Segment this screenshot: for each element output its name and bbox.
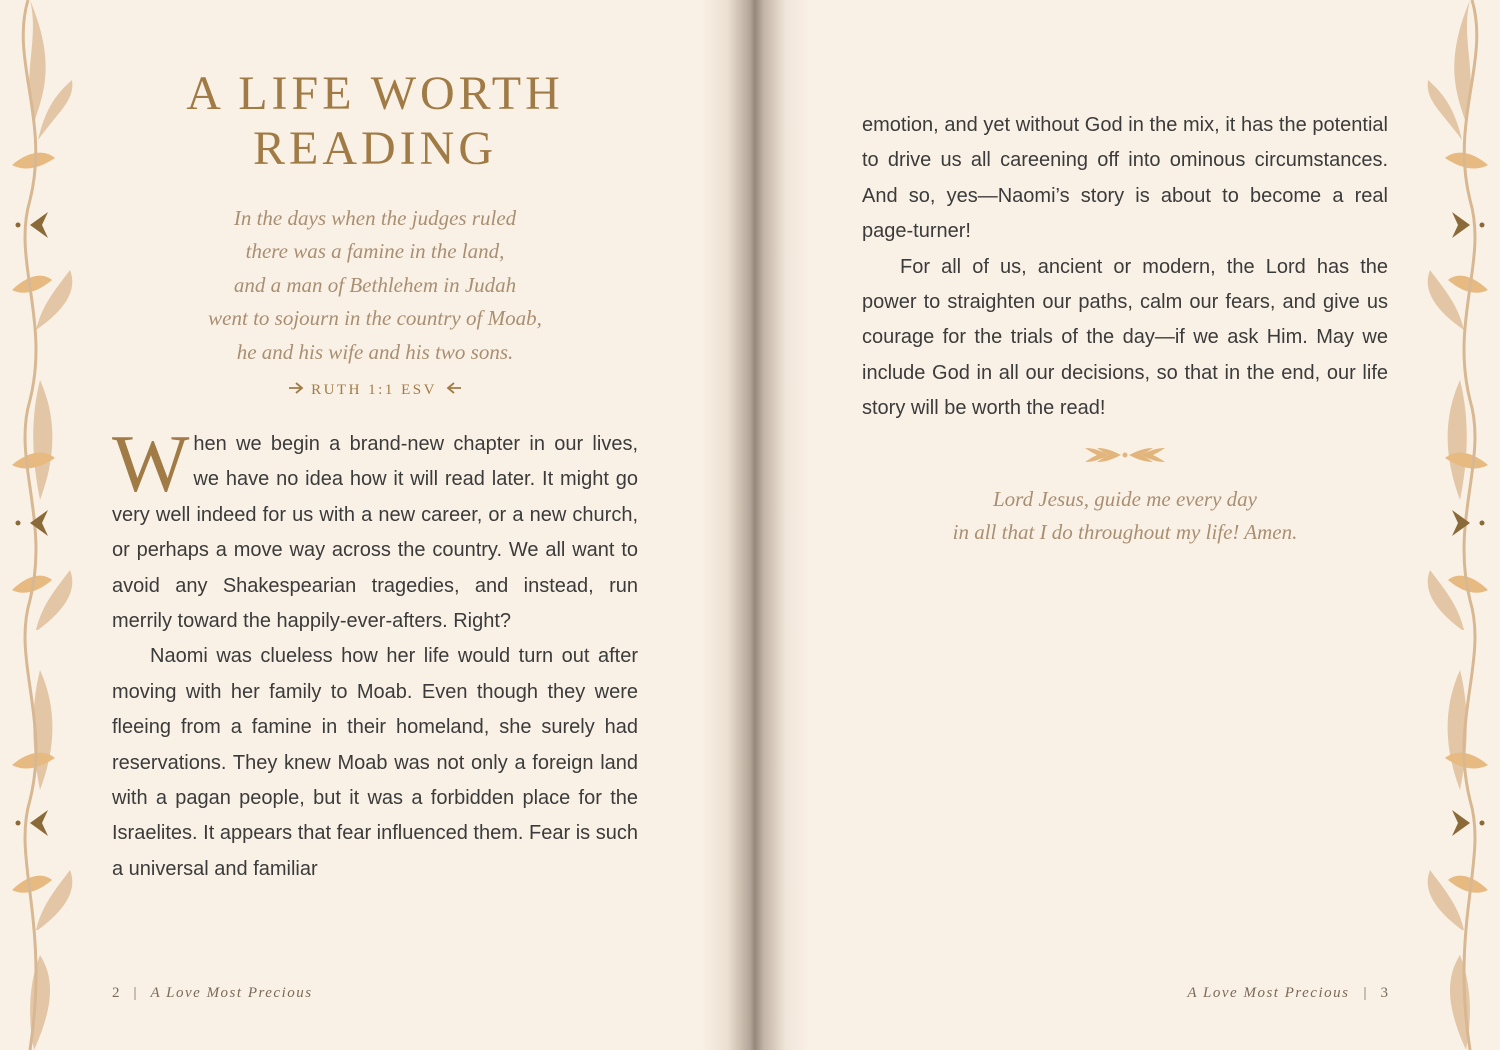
page-number: 3 [1380,985,1388,1001]
arrow-flourish-right-icon [287,381,305,395]
epigraph-line: he and his wife and his two sons. [236,339,514,364]
page-number: 2 [112,985,120,1001]
left-body-text [112,418,638,887]
body-paragraph: Naomi was clueless how her life would turn out after moving with her family to Moab. Even though they were fleeing from a famine in their homeland, she surely had reservations. They knew Moab was not only a foreign land with a pagan people, but it was a forbidden place for the Israelites. It appears that fear influenced them. Fear is such a universal and familiar [112,645,638,880]
left-footer [112,985,313,1002]
arrow-flourish-left-icon [445,381,463,395]
drop-cap: W [112,418,190,509]
double-arrow-divider-icon [862,442,1388,472]
right-body-text [862,108,1388,427]
prayer-line: in all that I do throughout my life! Amen. [952,520,1298,545]
prayer-line: Lord Jesus, guide me every day [993,487,1257,511]
footer-separator: | [1363,985,1367,1001]
chapter-title-line-1: A LIFE WORTH [186,67,564,120]
chapter-title [112,66,638,176]
epigraph-line: and a man of Bethlehem in Judah [233,272,517,297]
body-paragraph: For all of us, ancient or modern, the Lord has the power to straighten our paths, calm our fears, and give us courage for the trials of the day—if we ask Him. May we include God in all our decisions, so that in the end, our life story will be worth the read! [862,255,1388,420]
paragraph-text: hen we begin a brand-new chapter in our lives, we have no idea how it will read later. It might go very well indeed for us with a new career, or a new church, or perhaps a move way across the country. We all want to avoid any Shakespearian tragedies, and instead, run merrily toward the happily-ever-afters. Right? [112,433,638,633]
running-title: A Love Most Precious [1187,985,1350,1001]
left-vine-border-icon [0,0,80,1050]
reference-text: RUTH 1:1 ESV [311,382,437,398]
body-paragraph: emotion, and yet without God in the mix, it has the potential to drive us all careening off into ominous circumstances. And so, yes—Naomi’s story is about to become a real page-turner! [862,114,1388,243]
scripture-reference [112,381,638,399]
scripture-epigraph [112,202,638,369]
book-gutter [700,0,810,1050]
running-title: A Love Most Precious [150,985,313,1001]
epigraph-line: there was a famine in the land, [245,239,505,264]
body-paragraph [112,418,638,639]
epigraph-line: went to sojourn in the country of Moab, [208,306,542,331]
right-vine-border-icon [1420,0,1500,1050]
right-footer [1187,985,1388,1002]
closing-prayer [862,483,1388,550]
chapter-title-line-2: READING [253,122,497,175]
epigraph-line: In the days when the judges ruled [233,206,517,230]
footer-separator: | [133,985,137,1001]
